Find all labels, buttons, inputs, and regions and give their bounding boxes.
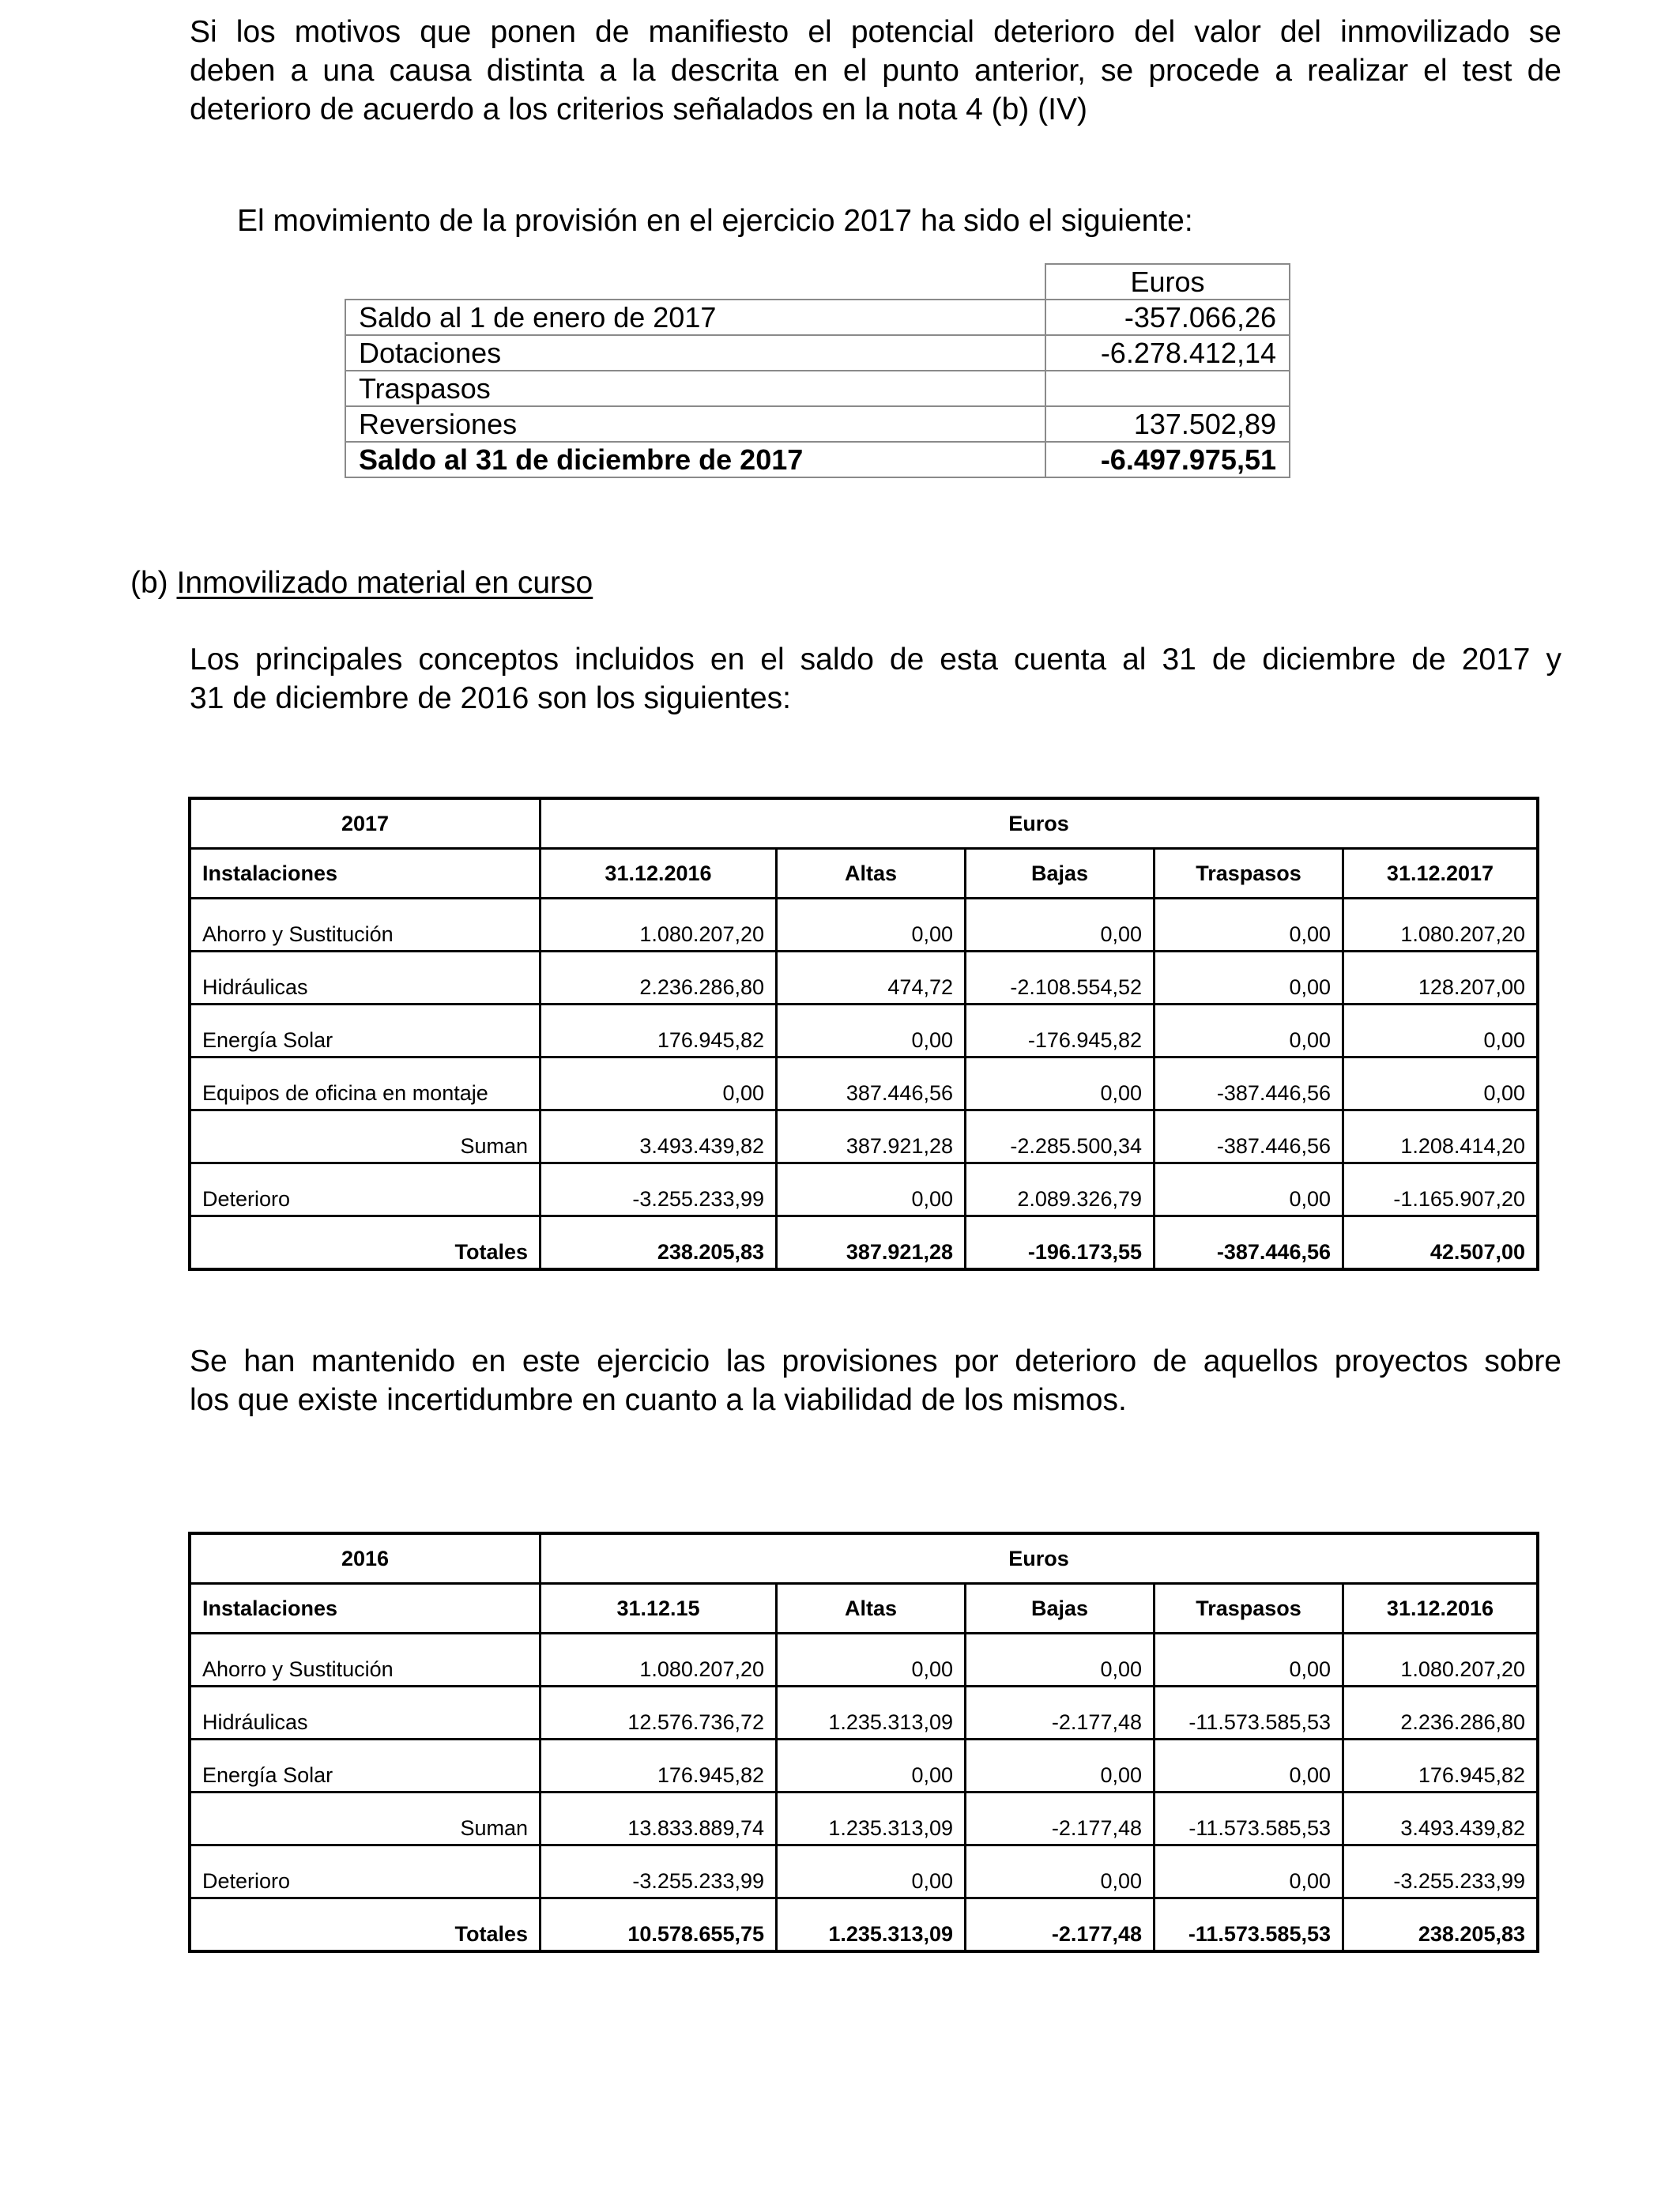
- table-cell: 0,00: [777, 899, 966, 952]
- table-cell: 0,00: [966, 899, 1155, 952]
- row-value: [1045, 371, 1290, 406]
- row-label: Traspasos: [345, 371, 1045, 406]
- column-header: 31.12.15: [541, 1584, 777, 1634]
- row-value: -6.278.412,14: [1045, 335, 1290, 371]
- table-cell: -2.177,48: [966, 1687, 1155, 1740]
- column-header: Altas: [777, 1584, 966, 1634]
- table-cell: -196.173,55: [966, 1216, 1155, 1270]
- table-cell: 474,72: [777, 952, 966, 1005]
- section-prefix: (b): [130, 566, 177, 600]
- table-2016: [188, 1532, 1539, 1953]
- table-cell: -3.255.233,99: [1343, 1845, 1539, 1898]
- table-cell: 0,00: [966, 1845, 1155, 1898]
- row-label: Ahorro y Sustitución: [190, 899, 541, 952]
- row-label: Reversiones: [345, 406, 1045, 442]
- row-label: Hidráulicas: [190, 1687, 541, 1740]
- table-cell: -2.177,48: [966, 1898, 1155, 1952]
- provision-movement-table: [345, 263, 1290, 478]
- table-row: [190, 1845, 1538, 1898]
- table-cell: 0,00: [1155, 952, 1343, 1005]
- table-cell: 387.921,28: [777, 1110, 966, 1163]
- table-row: [190, 1634, 1538, 1687]
- row-label: Equipos de oficina en montaje: [190, 1057, 541, 1110]
- table-2017: [188, 797, 1539, 1271]
- table-body: [190, 899, 1538, 1270]
- table-cell: -387.446,56: [1155, 1216, 1343, 1270]
- table-cell: 0,00: [1343, 1005, 1539, 1057]
- table-year-row: [190, 798, 1538, 849]
- euros-header: Euros: [1045, 264, 1290, 300]
- intro-line: deterioro de acuerdo a los criterios señalados en la nota 4 (b) (IV): [190, 92, 1087, 126]
- header-blank-cell: [345, 264, 1045, 300]
- table-cell: -3.255.233,99: [541, 1163, 777, 1216]
- table-cell: 42.507,00: [1343, 1216, 1539, 1270]
- row-value: 137.502,89: [1045, 406, 1290, 442]
- column-header: Traspasos: [1155, 1584, 1343, 1634]
- table-cell: 0,00: [1155, 1634, 1343, 1687]
- year-cell: 2016: [190, 1533, 541, 1584]
- table-row: [190, 952, 1538, 1005]
- column-header: 31.12.2017: [1343, 849, 1539, 899]
- table-cell: 0,00: [966, 1634, 1155, 1687]
- table-header-row: [345, 264, 1290, 300]
- row-label: Totales: [190, 1216, 541, 1270]
- table-cell: 0,00: [541, 1057, 777, 1110]
- section-heading: [130, 566, 593, 601]
- euros-cell: Euros: [541, 1533, 1539, 1584]
- table-cell: 0,00: [777, 1163, 966, 1216]
- table-total-row: [190, 1898, 1538, 1952]
- row-label: Suman: [190, 1793, 541, 1845]
- table-cell: 0,00: [1155, 1005, 1343, 1057]
- table-cell: 0,00: [777, 1845, 966, 1898]
- table-cell: 1.080.207,20: [541, 899, 777, 952]
- deterioro-line: los que existe incertidumbre en cuanto a la viabilidad de los mismos.: [190, 1383, 1127, 1417]
- table-row: [190, 1793, 1538, 1845]
- table-cell: 2.236.286,80: [541, 952, 777, 1005]
- table-cell: -11.573.585,53: [1155, 1687, 1343, 1740]
- table-cell: 128.207,00: [1343, 952, 1539, 1005]
- table-row: [345, 371, 1290, 406]
- table-cell: 0,00: [1343, 1057, 1539, 1110]
- column-header: 31.12.2016: [541, 849, 777, 899]
- row-value: -6.497.975,51: [1045, 442, 1290, 477]
- table-total-row: [345, 442, 1290, 477]
- table-cell: -11.573.585,53: [1155, 1793, 1343, 1845]
- table-row: [345, 300, 1290, 335]
- table-row: [190, 1163, 1538, 1216]
- table-row: [190, 899, 1538, 952]
- table-cell: -2.177,48: [966, 1793, 1155, 1845]
- table-body: [190, 1634, 1538, 1952]
- table-year-row: [190, 1533, 1538, 1584]
- table-cell: 12.576.736,72: [541, 1687, 777, 1740]
- row-label: Energía Solar: [190, 1740, 541, 1793]
- table-cell: 2.236.286,80: [1343, 1687, 1539, 1740]
- column-header: Altas: [777, 849, 966, 899]
- table-cell: -176.945,82: [966, 1005, 1155, 1057]
- table-cell: 2.089.326,79: [966, 1163, 1155, 1216]
- table-column-headers: [190, 849, 1538, 899]
- table-cell: 1.235.313,09: [777, 1687, 966, 1740]
- table-cell: 1.235.313,09: [777, 1898, 966, 1952]
- table-cell: 1.080.207,20: [1343, 899, 1539, 952]
- table-cell: 3.493.439,82: [1343, 1793, 1539, 1845]
- row-label: Dotaciones: [345, 335, 1045, 371]
- table-row: [190, 1005, 1538, 1057]
- euros-cell: Euros: [541, 798, 1539, 849]
- intro-line: deben a una causa distinta a la descrita en el punto anterior, se procede a realizar el test de: [190, 54, 1561, 88]
- table-cell: 176.945,82: [541, 1740, 777, 1793]
- column-header: 31.12.2016: [1343, 1584, 1539, 1634]
- table-cell: -387.446,56: [1155, 1110, 1343, 1163]
- table-cell: 0,00: [966, 1057, 1155, 1110]
- row-label: Suman: [190, 1110, 541, 1163]
- concepts-paragraph: [190, 640, 1561, 718]
- table-cell: 1.235.313,09: [777, 1793, 966, 1845]
- table-cell: 0,00: [1155, 1740, 1343, 1793]
- table-cell: 387.921,28: [777, 1216, 966, 1270]
- table-cell: 0,00: [777, 1634, 966, 1687]
- intro-paragraph: [190, 13, 1561, 129]
- table-cell: 0,00: [777, 1740, 966, 1793]
- table-cell: 238.205,83: [1343, 1898, 1539, 1952]
- table-cell: 0,00: [1155, 1163, 1343, 1216]
- table-row: [345, 335, 1290, 371]
- section-title: Inmovilizado material en curso: [176, 566, 593, 600]
- column-header: Bajas: [966, 849, 1155, 899]
- table-row: [190, 1110, 1538, 1163]
- row-label: Saldo al 1 de enero de 2017: [345, 300, 1045, 335]
- table-cell: -1.165.907,20: [1343, 1163, 1539, 1216]
- table-cell: 3.493.439,82: [541, 1110, 777, 1163]
- table-cell: 0,00: [777, 1005, 966, 1057]
- deterioro-line: Se han mantenido en este ejercicio las provisiones por deterioro de aquellos proyectos sobre: [190, 1344, 1561, 1378]
- table-cell: 176.945,82: [541, 1005, 777, 1057]
- row-label: Hidráulicas: [190, 952, 541, 1005]
- table-cell: 1.080.207,20: [541, 1634, 777, 1687]
- table-cell: 176.945,82: [1343, 1740, 1539, 1793]
- table-cell: 387.446,56: [777, 1057, 966, 1110]
- table-cell: 1.080.207,20: [1343, 1634, 1539, 1687]
- column-header: Traspasos: [1155, 849, 1343, 899]
- column-header: Instalaciones: [190, 849, 541, 899]
- row-label: Totales: [190, 1898, 541, 1952]
- row-value: -357.066,26: [1045, 300, 1290, 335]
- table-cell: 0,00: [966, 1740, 1155, 1793]
- table-row: [190, 1057, 1538, 1110]
- row-label: Ahorro y Sustitución: [190, 1634, 541, 1687]
- table-column-headers: [190, 1584, 1538, 1634]
- table-row: [345, 406, 1290, 442]
- table-cell: -387.446,56: [1155, 1057, 1343, 1110]
- row-label: Deterioro: [190, 1845, 541, 1898]
- table-row: [190, 1740, 1538, 1793]
- column-header: Bajas: [966, 1584, 1155, 1634]
- column-header: Instalaciones: [190, 1584, 541, 1634]
- table-cell: 0,00: [1155, 899, 1343, 952]
- table-cell: 10.578.655,75: [541, 1898, 777, 1952]
- table-cell: 0,00: [1155, 1845, 1343, 1898]
- deterioro-paragraph: [190, 1342, 1561, 1419]
- table-cell: 238.205,83: [541, 1216, 777, 1270]
- concepts-line: Los principales conceptos incluidos en el saldo de esta cuenta al 31 de diciembre de 2017 y: [190, 643, 1561, 677]
- movement-sentence: El movimiento de la provisión en el ejercicio 2017 ha sido el siguiente:: [237, 204, 1193, 238]
- table-cell: -2.285.500,34: [966, 1110, 1155, 1163]
- table-cell: -2.108.554,52: [966, 952, 1155, 1005]
- concepts-line: 31 de diciembre de 2016 son los siguientes:: [190, 681, 791, 715]
- table-total-row: [190, 1216, 1538, 1270]
- table-cell: 13.833.889,74: [541, 1793, 777, 1845]
- year-cell: 2017: [190, 798, 541, 849]
- table-cell: -11.573.585,53: [1155, 1898, 1343, 1952]
- row-label: Saldo al 31 de diciembre de 2017: [345, 442, 1045, 477]
- table-cell: -3.255.233,99: [541, 1845, 777, 1898]
- row-label: Deterioro: [190, 1163, 541, 1216]
- table-row: [190, 1687, 1538, 1740]
- intro-line: Si los motivos que ponen de manifiesto el potencial deterioro del valor del inmovilizado se: [190, 15, 1561, 49]
- table-cell: 1.208.414,20: [1343, 1110, 1539, 1163]
- row-label: Energía Solar: [190, 1005, 541, 1057]
